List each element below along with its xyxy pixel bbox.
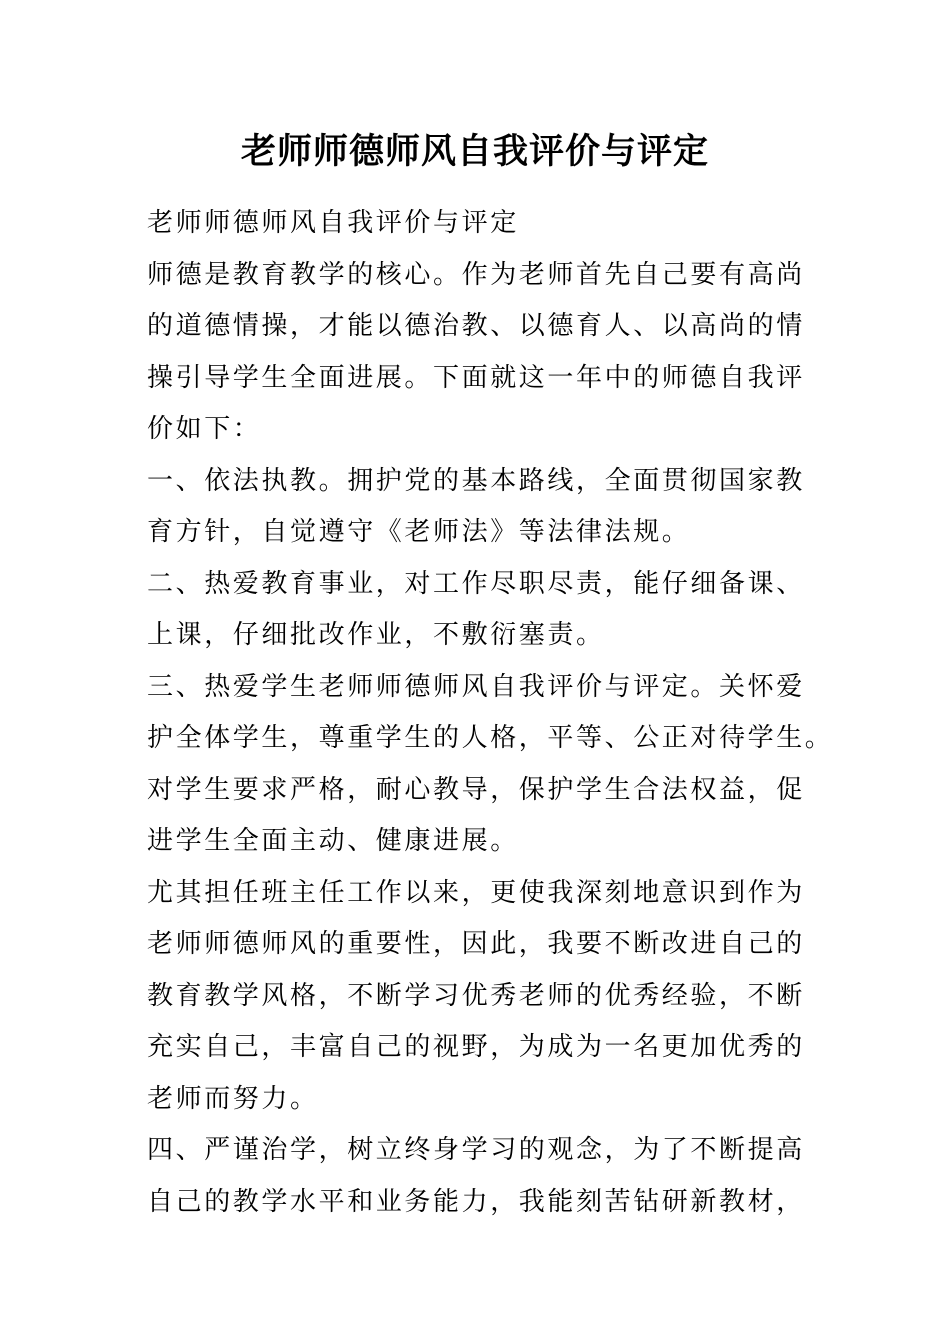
text-line: 师德是教育教学的核心。作为老师首先自己要有高尚 — [147, 259, 805, 290]
page-title: 老师师德师风自我评价与评定 — [240, 131, 709, 172]
text-line: 自己的教学水平和业务能力，我能刻苦钻研新教材， — [147, 1186, 805, 1217]
document-body — [147, 198, 834, 1228]
text-line: 四、严谨治学，树立终身学习的观念，为了不断提高 — [147, 1135, 805, 1165]
text-line: 上课，仔细批改作业，不敷衍塞责。 — [147, 620, 605, 650]
text-line: 一、依法执教。拥护党的基本路线，全面贯彻国家教 — [147, 465, 805, 496]
text-line: 二、热爱教育事业，对工作尽职尽责，能仔细备课、 — [147, 568, 805, 599]
text-line: 的道德情操，才能以德治教、以德育人、以高尚的情 — [147, 311, 805, 341]
text-line: 对学生要求严格，耐心教导，保护学生合法权益，促 — [147, 774, 805, 805]
text-line: 老师师德师风的重要性，因此，我要不断改进自己的 — [147, 929, 805, 959]
text-line: 操引导学生全面进展。下面就这一年中的师德自我评 — [147, 362, 805, 393]
text-line: 尤其担任班主任工作以来，更使我深刻地意识到作为 — [147, 877, 805, 908]
text-line: 进学生全面主动、健康进展。 — [147, 826, 519, 856]
text-line: 育方针，自觉遵守《老师法》等法律法规。 — [147, 517, 691, 547]
text-line: 老师师德师风自我评价与评定 — [147, 208, 519, 238]
text-line: 老师而努力。 — [147, 1083, 319, 1114]
text-line: 护全体学生，尊重学生的人格，平等、公正对待学生。 — [147, 723, 834, 753]
text-line: 教育教学风格，不断学习优秀老师的优秀经验，不断 — [147, 980, 805, 1011]
text-line: 三、热爱学生老师师德师风自我评价与评定。关怀爱 — [147, 671, 805, 702]
text-line: 价如下： — [147, 414, 262, 444]
text-line: 充实自己，丰富自己的视野，为成为一名更加优秀的 — [147, 1032, 805, 1062]
